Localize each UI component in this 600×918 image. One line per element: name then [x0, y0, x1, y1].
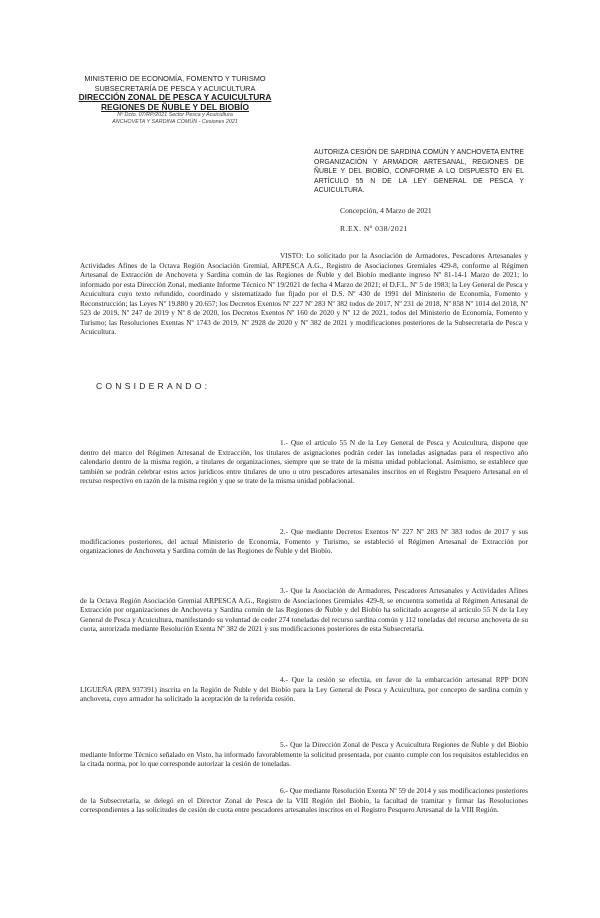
resolution-subject: AUTORIZA CESIÓN DE SARDINA COMÚN Y ANCHOVETA ENTRE ORGANIZACIÓN Y ARMADOR ARTESANAL, REGIONES DE ÑUBLE Y DEL BIOBÍO, CONFORME A LO DISPUESTO EN EL ARTÍCULO 55 N DE LA LEY GENERAL DE PESCA Y ACUICULTURA. — [314, 149, 524, 195]
considerando-5-text: 5.- Que la Dirección Zonal de Pesca y Acuicultura Regiones de Ñuble y del Biobío mediante Informe Técnico señalado en Visto, ha informado favorablemente la solicitud presentada, por cuanto cumple con los requisitos establecidos en la citada norma, por lo que corresponde autorizar la cesión de toneladas. — [80, 740, 528, 768]
considerando-2-text: 2.- Que mediante Decretos Exentos Nº 227 Nº 283 Nº 383 todos de 2017 y sus modificaciones posteriores, del actual Ministerio de Economía, Fomento y Turismo, se estableció el Régimen Artesanal de Extracción por organizaciones de Anchoveta y Sardina común de las Regiones de Ñuble y del Biobío. — [80, 527, 528, 555]
considerando-4 — [80, 675, 528, 704]
considerando-1 — [80, 438, 528, 486]
regiones-name: REGIONES DE ÑUBLE Y DEL BIOBÍO — [101, 101, 249, 112]
reference-line-1: Nº Dcto. 07/RP/2021 Sector Pesca y Acuicultura — [117, 112, 233, 119]
reference-line-2: ANCHOVETA Y SARDINA COMÚN - Cesiones 2021 — [112, 119, 238, 126]
institution-header — [60, 74, 290, 126]
considerando-4-text: 4.- Que la cesión se efectúa, en favor de la embarcación artesanal RPP DON LIGUEÑA (RPA 937391) inscrita en la Región de Ñuble y del Biobío para la Ley General de Pesca y Acuicultura, por concepto de sardina común y anchoveta, cuyo armador ha solicitado la aceptación de la referida cesión. — [80, 675, 528, 703]
considerando-6-text: 6.- Que mediante Resolución Exenta Nº 59 de 2014 y sus modificaciones posteriores de la Subsecretaría, se delegó en el Director Zonal de Pesca de la VIII Región del Biobío, la facultad de tramitar y firmar las Resoluciones correspondientes a las solicitudes de cesión de cuota entre pescadores artesanales inscritos en el Registro Pesquero Artesanal de la VIII Región. — [80, 786, 528, 814]
direccion-zonal-name: DIRECCIÓN ZONAL DE PESCA Y ACUICULTURA — [78, 92, 272, 103]
place-date: Concepción, 4 Marzo de 2021 — [340, 206, 432, 215]
considerando-3-text: 3.- Que la Asociación de Armadores, Pescadores Artesanales y Actividades Afines de la Octava Región Asociación Gremial ARPESCA A.G., Registro de Asociaciones Gremiales 429-8, se encuentra sometida al Régimen Artesanal de Extracción por organizaciones de Anchoveta y Sardina común de las Regiones de Ñuble y del Biobío ha solicitado acogerse al artículo 55 N de la Ley General de Pesca y Acuicultura, manifestando su voluntad de ceder 274 toneladas del recurso sardina común y 112 toneladas del recurso anchoveta de su cuota, autorizada mediante Resolución Exenta Nº 382 de 2021 y sus modificaciones posteriores de esta Subsecretaría. — [80, 586, 528, 633]
considerando-6 — [80, 786, 528, 815]
subsecretaria-name: SUBSECRETARÍA DE PESCA Y ACUICULTURA — [94, 83, 256, 93]
considerando-1-text: 1.- Que el artículo 55 N de la Ley General de Pesca y Acuicultura, dispone que dentro del marco del Régimen Artesanal de Extracción, los titulares de asignaciones podrán ceder las toneladas asignadas para el respectivo año calendario dentro de la misma región, a titulares de organizaciones, siempre que se trate de la misma unidad poblacional. Asimismo, se establece que también se podrán celebrar estos actos jurídicos entre titulares de uno u otro pescadores artesanales inscritos en el Registro Pesquero Artesanal en el recurso respectivo en razón de la misma región y que se trate de la misma unidad poblacional. — [80, 438, 528, 485]
considerando-5 — [80, 740, 528, 769]
considerando-heading: CONSIDERANDO: — [96, 381, 211, 391]
visto-text: VISTO: Lo solicitado por la Asociación de Armadores, Pescadores Artesanales y Actividades Afines de la Octava Región Asociación Gremial, ARPESCA A.G., Registro de Asociaciones Gremiales 429-8, conforme al Régimen Artesanal de Extracción de Anchoveta y Sardina común de las Regiones de Ñuble y del Biobío mediante ingreso Nº 81-14-1 Marzo de 2021; lo informado por esta Dirección Zonal, mediante Informe Técnico Nº 19/2021 de fecha 4 Marzo de 2021; el D.F.L. Nº 5 de 1983; la Ley General de Pesca y Acuicultura cuyo texto refundido, coordinado y sistematizado fue fijado por el D.S. Nº 430 de 1991 del Ministerio de Economía, Fomento y Reconstrucción; las Leyes Nº 19.880 y 20.657; los Decretos Exentos Nº 227 Nº 283 Nº 382 todos de 2017, Nº 231 de 2018, Nº 858 Nº 1014 del 2018, Nº 523 de 2019, Nº 247 de 2019 y Nº 8 de 2020, los Decretos Exentos Nº 160 de 2020 y Nº 12 de 2021, todos del Ministerio de Economía, Fomento y Turismo; las Resoluciones Exentas Nº 1743 de 2019, Nº 2928 de 2020 y Nº 382 de 2021 y modificaciones posteriores de la Subsecretaría de Pesca y Acuicultura. — [80, 251, 528, 336]
considerando-3 — [80, 586, 528, 634]
visto-paragraph — [80, 251, 528, 337]
considerando-2 — [80, 527, 528, 556]
ministry-name: MINISTERIO DE ECONOMÍA, FOMENTO Y TURISMO — [84, 74, 266, 83]
resolution-number: R.EX. Nº 038/2021 — [340, 224, 408, 233]
